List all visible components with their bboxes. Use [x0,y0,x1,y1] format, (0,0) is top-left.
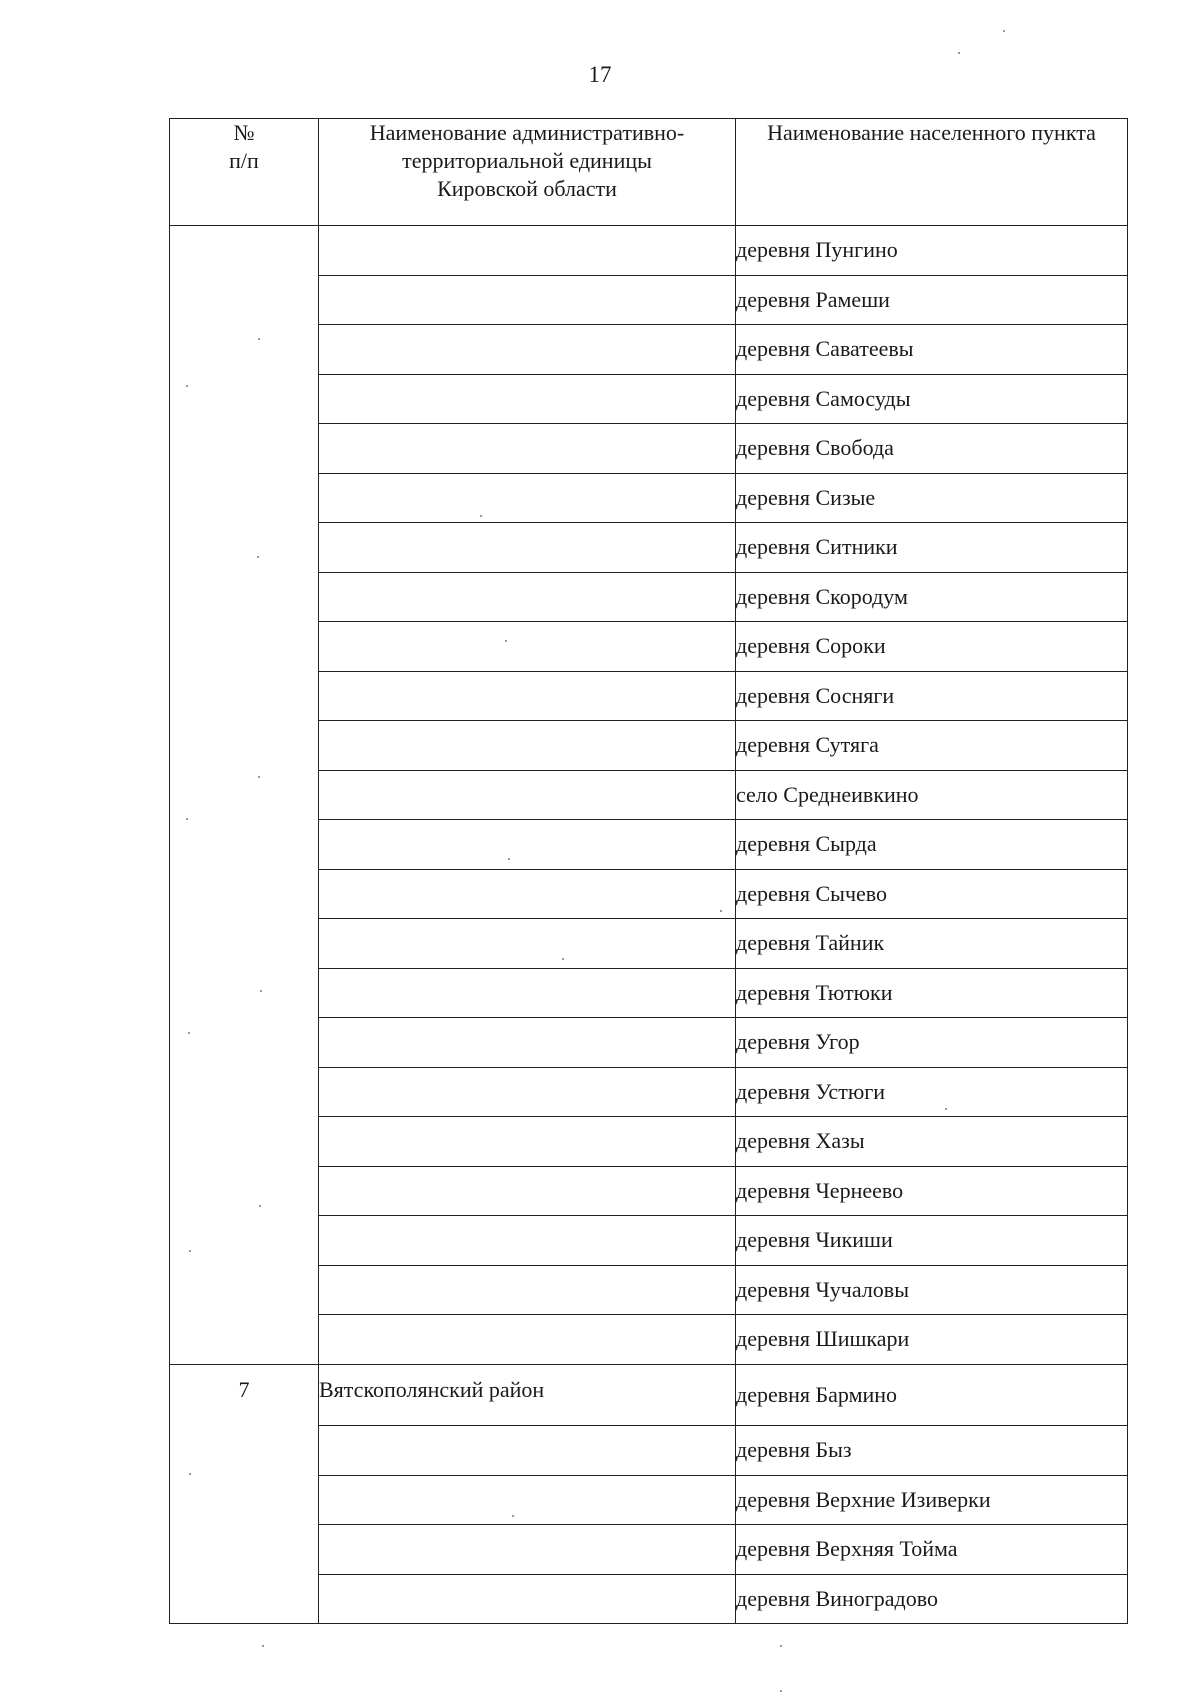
admin-unit-cell [319,869,736,919]
settlement-cell: деревня Виноградово [736,1574,1128,1624]
admin-unit-cell [319,226,736,276]
table-row [170,226,1128,276]
admin-unit-cell: Вятскополянский район [319,1364,736,1426]
settlement-cell: деревня Чернеево [736,1166,1128,1216]
admin-unit-cell [319,671,736,721]
settlement-cell: деревня Пунгино [736,226,1128,276]
admin-unit-cell [319,1475,736,1525]
admin-unit-cell [319,1525,736,1575]
admin-unit-cell [319,1265,736,1315]
admin-unit-cell [319,1067,736,1117]
settlement-cell: деревня Саватеевы [736,325,1128,375]
admin-unit-cell [319,820,736,870]
settlement-cell: деревня Устюги [736,1067,1128,1117]
settlement-cell: деревня Тютюки [736,968,1128,1018]
header-admin-unit-line: Кировской области [437,176,617,201]
admin-unit-cell [319,919,736,969]
settlement-cell: деревня Свобода [736,424,1128,474]
settlement-cell: деревня Самосуды [736,374,1128,424]
admin-unit-cell [319,770,736,820]
settlement-cell: деревня Сизые [736,473,1128,523]
admin-unit-cell [319,1315,736,1365]
settlement-cell: деревня Сутяга [736,721,1128,771]
admin-unit-cell [319,622,736,672]
header-admin-unit [319,119,736,226]
settlement-cell: деревня Шишкари [736,1315,1128,1365]
settlement-cell: деревня Угор [736,1018,1128,1068]
row-number-cell [170,226,319,1365]
settlement-cell: деревня Сороки [736,622,1128,672]
settlement-cell: деревня Чикиши [736,1216,1128,1266]
settlement-cell: деревня Верхняя Тойма [736,1525,1128,1575]
settlement-cell: деревня Сычево [736,869,1128,919]
header-admin-unit-line: Наименование административно- [369,120,685,145]
settlement-cell: деревня Тайник [736,919,1128,969]
admin-unit-cell [319,1426,736,1476]
settlement-cell: деревня Сырда [736,820,1128,870]
settlement-cell: деревня Хазы [736,1117,1128,1167]
row-number-cell: 7 [170,1364,319,1624]
table-row [170,1364,1128,1426]
table-header-row [170,119,1128,226]
admin-unit-cell [319,968,736,1018]
admin-unit-cell [319,721,736,771]
settlement-cell: деревня Сосняги [736,671,1128,721]
header-number-line: п/п [229,148,259,173]
settlement-cell: деревня Верхние Изиверки [736,1475,1128,1525]
admin-unit-cell [319,1166,736,1216]
header-number [170,119,319,226]
settlement-cell: деревня Чучаловы [736,1265,1128,1315]
admin-unit-cell [319,1117,736,1167]
page-number: 17 [588,62,612,87]
settlement-cell: деревня Быз [736,1426,1128,1476]
settlement-cell: деревня Бармино [736,1364,1128,1426]
header-number-line: № [233,120,255,145]
admin-unit-cell [319,473,736,523]
admin-unit-cell [319,275,736,325]
admin-unit-cell [319,374,736,424]
admin-unit-cell [319,1574,736,1624]
header-settlement: Наименование населенного пункта [736,119,1128,226]
settlement-cell: село Среднеивкино [736,770,1128,820]
table-body [170,226,1128,1624]
admin-unit-cell [319,1216,736,1266]
settlements-table [169,118,1128,1624]
header-admin-unit-line: территориальной единицы [402,148,652,173]
admin-unit-cell [319,572,736,622]
admin-unit-cell [319,424,736,474]
settlement-cell: деревня Рамеши [736,275,1128,325]
settlement-cell: деревня Скородум [736,572,1128,622]
admin-unit-cell [319,523,736,573]
admin-unit-cell [319,325,736,375]
admin-unit-cell [319,1018,736,1068]
settlement-cell: деревня Ситники [736,523,1128,573]
